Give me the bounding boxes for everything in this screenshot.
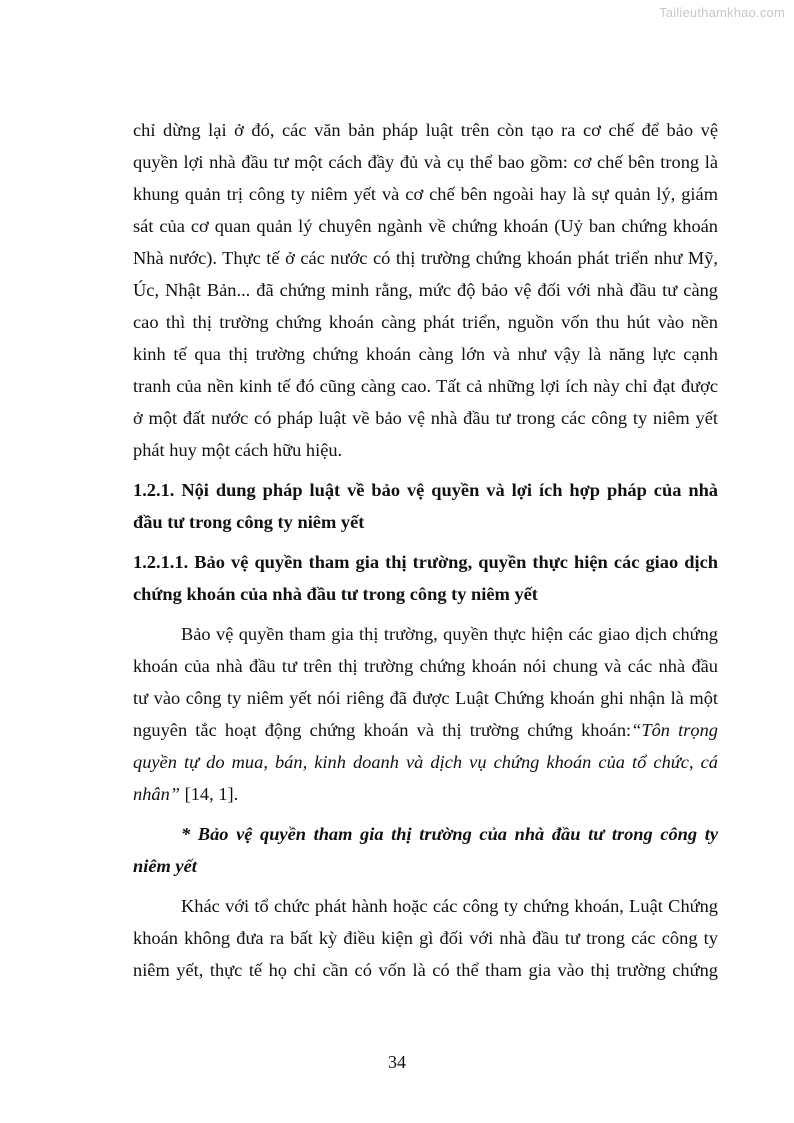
text-line	[133, 718, 718, 742]
text-segment: kinh tế qua thị trường chứng khoán càng lớn và như vậy là năng lực cạnh	[133, 344, 718, 364]
text-segment: 1.2.1. Nội dung pháp luật về bảo vệ quyền và lợi ích hợp pháp của nhà	[133, 480, 718, 500]
text-segment: quyền tự do mua, bán, kinh doanh và dịch vụ chứng khoán của tổ chức, cá	[133, 752, 718, 772]
text-segment: tranh của nền kinh tế đó cũng càng cao. Tất cả những lợi ích này chỉ đạt được	[133, 376, 718, 396]
heading-line	[133, 510, 718, 534]
text-segment: khoán không đưa ra bất kỳ điều kiện gì đối với nhà đầu tư trong các công ty	[133, 928, 718, 948]
text-line	[181, 622, 718, 646]
heading-line	[181, 822, 718, 846]
text-segment: “Tôn trọng	[631, 720, 718, 740]
text-line	[133, 214, 718, 238]
text-segment: Úc, Nhật Bản... đã chứng minh rằng, mức độ bảo vệ đối với nhà đầu tư càng	[133, 280, 718, 300]
text-segment: đầu tư trong công ty niêm yết	[133, 512, 365, 532]
text-segment: khung quản trị công ty niêm yết và cơ chế bên ngoài hay là sự quản lý, giám	[133, 184, 718, 204]
text-line	[133, 182, 718, 206]
text-line	[133, 782, 718, 806]
page-number: 34	[388, 1052, 406, 1072]
text-line	[133, 246, 718, 270]
text-segment: sát của cơ quan quản lý chuyên ngành về chứng khoán (Uỷ ban chứng khoán	[133, 216, 718, 236]
text-line	[181, 894, 718, 918]
text-line	[133, 118, 718, 142]
text-segment: khoán của nhà đầu tư trên thị trường chứng khoán nói chung và các nhà đầu	[133, 656, 718, 676]
text-segment: chỉ dừng lại ở đó, các văn bản pháp luật trên còn tạo ra cơ chế để bảo vệ	[133, 120, 718, 140]
text-line	[133, 654, 718, 678]
text-line	[133, 406, 718, 430]
text-line	[133, 926, 718, 950]
text-segment: 1.2.1.1. Bảo vệ quyền tham gia thị trường, quyền thực hiện các giao dịch	[133, 552, 718, 572]
text-line	[133, 310, 718, 334]
text-line	[133, 374, 718, 398]
text-line	[133, 958, 718, 982]
text-line	[133, 686, 718, 710]
text-segment: Khác với tổ chức phát hành hoặc các công ty chứng khoán, Luật Chứng	[181, 896, 718, 916]
text-segment: cao thì thị trường chứng khoán càng phát triển, nguồn vốn thu hút vào nền	[133, 312, 718, 332]
text-line	[133, 150, 718, 174]
text-line	[133, 750, 718, 774]
text-segment: niêm yết	[133, 856, 197, 876]
text-segment: nguyên tắc hoạt động chứng khoán và thị trường chứng khoán:	[133, 720, 632, 740]
text-segment: [14, 1].	[180, 784, 239, 804]
text-line	[133, 438, 718, 462]
heading-line	[133, 582, 718, 606]
text-segment: phát huy một cách hữu hiệu.	[133, 440, 343, 460]
heading-line	[133, 550, 718, 574]
text-line	[133, 278, 718, 302]
heading-line	[133, 854, 718, 878]
text-segment: ở một đất nước có pháp luật về bảo vệ nhà đầu tư trong các công ty niêm yết	[133, 408, 718, 428]
text-segment: Nhà nước). Thực tế ở các nước có thị trường chứng khoán phát triển như Mỹ,	[133, 248, 718, 268]
text-line	[133, 342, 718, 366]
text-segment: quyền lợi nhà đầu tư một cách đầy đủ và cụ thể bao gồm: cơ chế bên trong là	[133, 152, 718, 172]
text-segment: Bảo vệ quyền tham gia thị trường, quyền thực hiện các giao dịch chứng	[181, 624, 718, 644]
text-segment: chứng khoán của nhà đầu tư trong công ty niêm yết	[133, 584, 538, 604]
text-segment: niêm yết, thực tế họ chỉ cần có vốn là có thể tham gia vào thị trường chứng	[133, 960, 718, 980]
heading-line	[133, 478, 718, 502]
text-segment: * Bảo vệ quyền tham gia thị trường của nhà đầu tư trong công ty	[181, 824, 718, 844]
text-segment: nhân”	[133, 784, 181, 804]
watermark: Tailieuthamkhao.com	[659, 5, 785, 20]
text-segment: tư vào công ty niêm yết nói riêng đã được Luật Chứng khoán ghi nhận là một	[133, 688, 718, 708]
